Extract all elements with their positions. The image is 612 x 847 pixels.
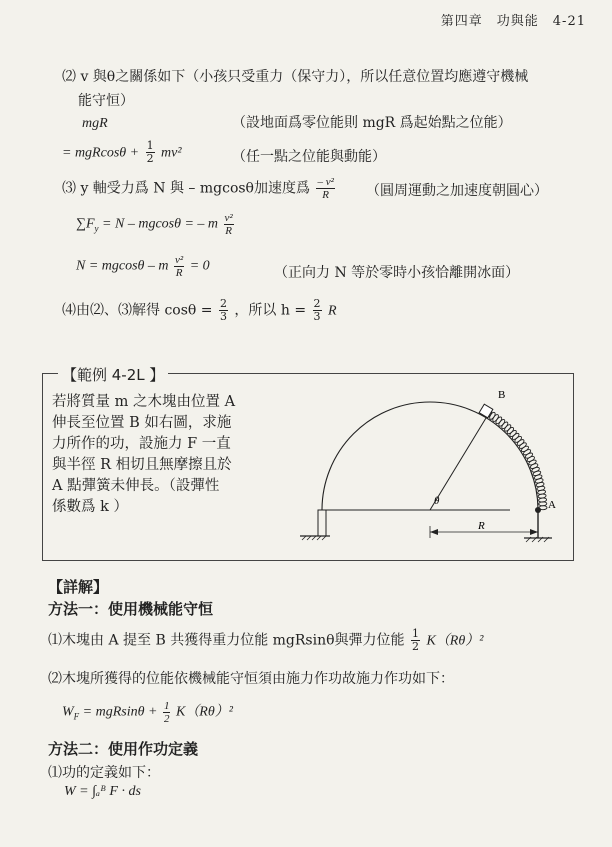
m1-line1-fraction bbox=[411, 628, 420, 653]
part3-eq2-note: （正向力 N 等於零時小孩恰離開冰面） bbox=[274, 265, 520, 281]
part4-text-c: R bbox=[327, 303, 337, 319]
part4-fraction-1 bbox=[219, 298, 228, 323]
m1-eq-c: K（Rθ）² bbox=[175, 704, 233, 720]
example-line: 係數爲 k ） bbox=[52, 499, 129, 515]
part2-eq2 bbox=[62, 140, 182, 165]
running-head: 第四章 功與能 4-21 bbox=[440, 14, 586, 29]
part4-text-a: ⑷由⑵、⑶解得 cosθ = bbox=[62, 302, 213, 319]
part2-eq2-a: = mgRcosθ + bbox=[62, 145, 140, 161]
point-A bbox=[535, 507, 541, 513]
r-arrow-left bbox=[430, 529, 438, 535]
example-line: 伸長至位置 B 如右圖，求施 bbox=[52, 415, 232, 431]
part2-eq1: mgR bbox=[82, 116, 108, 131]
frac-numerator: v² bbox=[224, 212, 233, 224]
frac-denominator: R bbox=[225, 225, 232, 237]
part3-line1-a: ⑶ y 軸受力爲 N 與 – mgcosθ加速度爲 bbox=[62, 180, 310, 197]
part3-line1 bbox=[62, 176, 337, 201]
frac-denominator: 2 bbox=[146, 152, 154, 165]
frac-numerator: v² bbox=[175, 254, 184, 266]
m1-eq-sub: F bbox=[73, 711, 80, 722]
frac-denominator: 2 bbox=[412, 640, 419, 653]
frac-denominator: 3 bbox=[219, 310, 227, 323]
part4-fraction-2 bbox=[313, 298, 322, 323]
m1-equation bbox=[62, 700, 233, 725]
method2-heading: 方法二：使用作功定義 bbox=[48, 740, 199, 758]
m2-equation: W = ∫ₐᴮ F · ds bbox=[64, 784, 141, 799]
m1-eq-fraction bbox=[163, 700, 171, 725]
method1-heading: 方法一：使用機械能守恒 bbox=[48, 600, 214, 618]
m2-line1: ⑴功的定義如下： bbox=[48, 765, 160, 781]
m1-line1-a: ⑴木塊由 A 提至 B 共獲得重力位能 mgRsinθ與彈力位能 bbox=[48, 632, 405, 649]
r-arrow-right bbox=[530, 529, 538, 535]
part4-line bbox=[62, 298, 337, 323]
part3-eq2-b: = 0 bbox=[189, 258, 210, 274]
left-support bbox=[318, 510, 326, 536]
frac-numerator: 2 bbox=[219, 297, 227, 310]
frac-numerator: 1 bbox=[163, 700, 170, 712]
part2-note2: （任一點之位能與動能） bbox=[232, 149, 386, 165]
frac-denominator: R bbox=[175, 267, 183, 279]
example-line: 若將質量 m 之木塊由位置 A bbox=[52, 394, 236, 410]
part3-eq1-a: ∑F bbox=[76, 216, 95, 232]
m1-line1 bbox=[48, 628, 483, 653]
example-line: 力所作的功，設施力 F 一直 bbox=[52, 436, 231, 452]
part3-eq1-fraction bbox=[224, 212, 234, 237]
part2-note1: （設地面爲零位能則 mgR 爲起始點之位能） bbox=[232, 115, 512, 131]
example-text bbox=[52, 392, 262, 518]
semicircle-arc bbox=[322, 402, 538, 510]
frac-numerator: – v² bbox=[317, 176, 334, 188]
part3-line1-fraction bbox=[316, 176, 334, 201]
label-B: B bbox=[498, 389, 506, 401]
block-B bbox=[479, 404, 493, 418]
example-figure bbox=[282, 380, 572, 556]
part3-line1-note: （圓周運動之加速度朝圓心） bbox=[366, 183, 548, 199]
label-A: A bbox=[548, 499, 556, 511]
part2-line2: 能守恒） bbox=[78, 93, 134, 109]
part3-eq1-b: = N – mgcosθ = – m bbox=[102, 216, 219, 232]
frac-numerator: 1 bbox=[412, 627, 419, 640]
frac-denominator: 3 bbox=[313, 310, 321, 323]
part3-eq1 bbox=[76, 212, 236, 237]
example-title: 【範例 4-2L 】 bbox=[58, 364, 168, 385]
frac-numerator: 1 bbox=[146, 139, 154, 152]
m1-line2: ⑵木塊所獲得的位能依機械能守恒須由施力作功故施力作功如下： bbox=[48, 671, 454, 687]
m1-line1-b: K（Rθ）² bbox=[426, 633, 484, 649]
label-theta: θ bbox=[434, 495, 440, 507]
part3-eq2-fraction bbox=[174, 254, 184, 279]
part3-eq1-sub: y bbox=[94, 223, 99, 234]
spring-coils bbox=[485, 409, 547, 510]
example-line: A 點彈簧未伸長。（設彈性 bbox=[52, 478, 220, 494]
part2-eq2-fraction bbox=[146, 140, 155, 165]
m1-eq-b: = mgRsinθ + bbox=[82, 704, 158, 720]
m1-eq-a: W bbox=[62, 704, 74, 720]
frac-denominator: R bbox=[322, 189, 330, 201]
part4-text-b: ，所以 h = bbox=[234, 302, 307, 319]
example-line: 與半徑 R 相切且無摩擦且於 bbox=[52, 457, 232, 473]
label-R: R bbox=[478, 520, 485, 532]
part2-eq2-b: mv² bbox=[161, 145, 182, 161]
part3-eq2 bbox=[76, 254, 210, 279]
solution-heading: 【詳解】 bbox=[48, 578, 109, 596]
part3-eq2-a: N = mgcosθ – m bbox=[76, 258, 169, 274]
frac-numerator: 2 bbox=[313, 297, 321, 310]
frac-denominator: 2 bbox=[163, 713, 170, 725]
part2-line1: ⑵ v 與θ之關係如下（小孩只受重力（保守力），所以任意位置均應遵守機械 bbox=[62, 69, 529, 85]
